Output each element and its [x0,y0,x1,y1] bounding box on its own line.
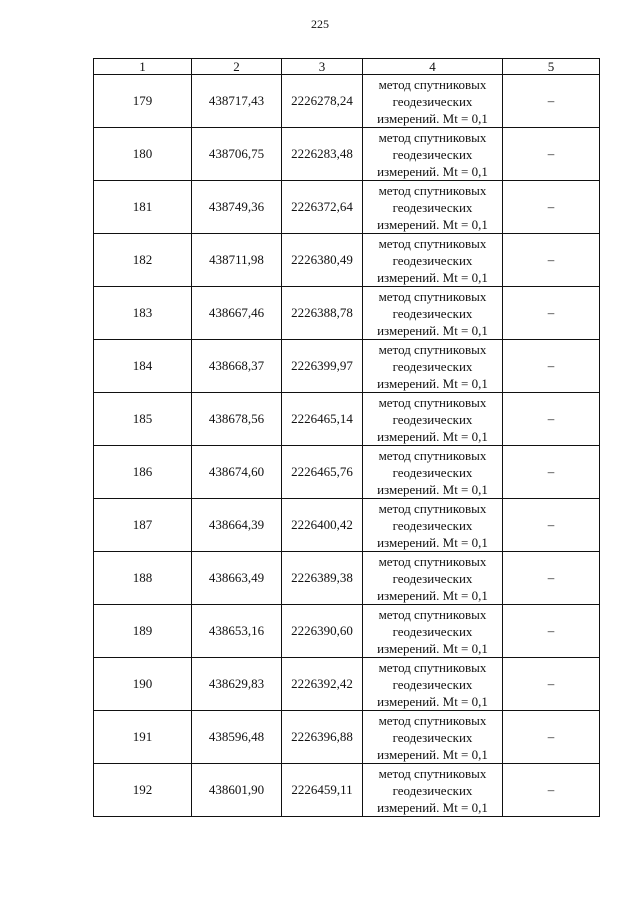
note-cell: – [503,340,600,393]
method-text-line: метод спутниковых [378,288,487,304]
method-cell [363,128,503,181]
y-coordinate-cell: 2226396,88 [282,711,363,764]
method-cell [363,75,503,128]
x-coordinate-cell: 438601,90 [192,764,282,817]
method-text-line: метод спутниковых [378,341,487,357]
point-number-cell: 179 [94,75,192,128]
method-text-line: геодезических [392,411,473,427]
point-number-cell: 186 [94,446,192,499]
method-text-line: измерений. Mt = 0,1 [377,640,488,656]
table-row [94,658,600,711]
method-cell [363,605,503,658]
x-coordinate-cell: 438663,49 [192,552,282,605]
x-coordinate-cell: 438749,36 [192,181,282,234]
method-text-line: геодезических [392,570,473,586]
method-text-line: метод спутниковых [378,606,487,622]
method-text-line: измерений. Mt = 0,1 [377,322,488,338]
column-header: 1 [94,59,192,75]
table-row [94,128,600,181]
table-row [94,340,600,393]
method-text-line: метод спутниковых [378,447,487,463]
column-header: 3 [282,59,363,75]
method-text-line: метод спутниковых [378,712,487,728]
y-coordinate-cell: 2226388,78 [282,287,363,340]
note-cell: – [503,446,600,499]
method-text-line: метод спутниковых [378,500,487,516]
method-text-line: геодезических [392,252,473,268]
table-row [94,764,600,817]
method-text-line: метод спутниковых [378,394,487,410]
header-row [94,59,600,75]
method-text-line: измерений. Mt = 0,1 [377,216,488,232]
x-coordinate-cell: 438596,48 [192,711,282,764]
note-cell: – [503,393,600,446]
table-row [94,446,600,499]
method-text-line: геодезических [392,199,473,215]
y-coordinate-cell: 2226392,42 [282,658,363,711]
method-text-line: измерений. Mt = 0,1 [377,693,488,709]
point-number-cell: 182 [94,234,192,287]
method-text-line: геодезических [392,146,473,162]
method-cell [363,181,503,234]
coordinates-table [93,58,600,817]
method-text-line: метод спутниковых [378,129,487,145]
method-cell [363,552,503,605]
point-number-cell: 180 [94,128,192,181]
point-number-cell: 191 [94,711,192,764]
point-number-cell: 190 [94,658,192,711]
note-cell: – [503,75,600,128]
table-row [94,499,600,552]
table-row [94,552,600,605]
note-cell: – [503,287,600,340]
note-cell: – [503,658,600,711]
method-text-line: геодезических [392,676,473,692]
y-coordinate-cell: 2226465,76 [282,446,363,499]
method-text-line: геодезических [392,782,473,798]
y-coordinate-cell: 2226278,24 [282,75,363,128]
table-row [94,75,600,128]
note-cell: – [503,711,600,764]
method-text-line: измерений. Mt = 0,1 [377,269,488,285]
point-number-cell: 189 [94,605,192,658]
x-coordinate-cell: 438629,83 [192,658,282,711]
method-text-line: геодезических [392,517,473,533]
column-header: 4 [363,59,503,75]
method-text-line: геодезических [392,93,473,109]
method-cell [363,499,503,552]
method-text-line: геодезических [392,729,473,745]
x-coordinate-cell: 438678,56 [192,393,282,446]
point-number-cell: 192 [94,764,192,817]
method-text-line: метод спутниковых [378,235,487,251]
method-text-line: метод спутниковых [378,765,487,781]
method-text-line: геодезических [392,358,473,374]
note-cell: – [503,552,600,605]
point-number-cell: 185 [94,393,192,446]
method-cell [363,340,503,393]
method-cell [363,393,503,446]
y-coordinate-cell: 2226283,48 [282,128,363,181]
method-text-line: измерений. Mt = 0,1 [377,534,488,550]
point-number-cell: 188 [94,552,192,605]
x-coordinate-cell: 438653,16 [192,605,282,658]
x-coordinate-cell: 438706,75 [192,128,282,181]
method-text-line: измерений. Mt = 0,1 [377,799,488,815]
method-text-line: геодезических [392,464,473,480]
x-coordinate-cell: 438668,37 [192,340,282,393]
y-coordinate-cell: 2226372,64 [282,181,363,234]
y-coordinate-cell: 2226399,97 [282,340,363,393]
method-cell [363,711,503,764]
y-coordinate-cell: 2226389,38 [282,552,363,605]
table-row [94,234,600,287]
method-cell [363,234,503,287]
table-row [94,711,600,764]
x-coordinate-cell: 438674,60 [192,446,282,499]
method-text-line: геодезических [392,623,473,639]
note-cell: – [503,764,600,817]
y-coordinate-cell: 2226390,60 [282,605,363,658]
method-cell [363,764,503,817]
point-number-cell: 184 [94,340,192,393]
table-row [94,181,600,234]
method-text-line: измерений. Mt = 0,1 [377,587,488,603]
method-text-line: измерений. Mt = 0,1 [377,163,488,179]
table-row [94,393,600,446]
note-cell: – [503,234,600,287]
y-coordinate-cell: 2226400,42 [282,499,363,552]
table-row [94,605,600,658]
method-text-line: измерений. Mt = 0,1 [377,746,488,762]
point-number-cell: 183 [94,287,192,340]
method-text-line: измерений. Mt = 0,1 [377,375,488,391]
method-text-line: метод спутниковых [378,553,487,569]
method-text-line: геодезических [392,305,473,321]
y-coordinate-cell: 2226380,49 [282,234,363,287]
x-coordinate-cell: 438711,98 [192,234,282,287]
point-number-cell: 181 [94,181,192,234]
method-text-line: измерений. Mt = 0,1 [377,110,488,126]
method-text-line: метод спутниковых [378,659,487,675]
x-coordinate-cell: 438717,43 [192,75,282,128]
page-number: 225 [311,17,329,31]
y-coordinate-cell: 2226465,14 [282,393,363,446]
method-cell [363,287,503,340]
method-cell [363,658,503,711]
y-coordinate-cell: 2226459,11 [282,764,363,817]
note-cell: – [503,605,600,658]
method-text-line: измерений. Mt = 0,1 [377,481,488,497]
note-cell: – [503,128,600,181]
x-coordinate-cell: 438667,46 [192,287,282,340]
column-header: 5 [503,59,600,75]
method-cell [363,446,503,499]
x-coordinate-cell: 438664,39 [192,499,282,552]
method-text-line: метод спутниковых [378,76,487,92]
method-text-line: измерений. Mt = 0,1 [377,428,488,444]
method-text-line: метод спутниковых [378,182,487,198]
column-header: 2 [192,59,282,75]
note-cell: – [503,181,600,234]
table-row [94,287,600,340]
note-cell: – [503,499,600,552]
point-number-cell: 187 [94,499,192,552]
